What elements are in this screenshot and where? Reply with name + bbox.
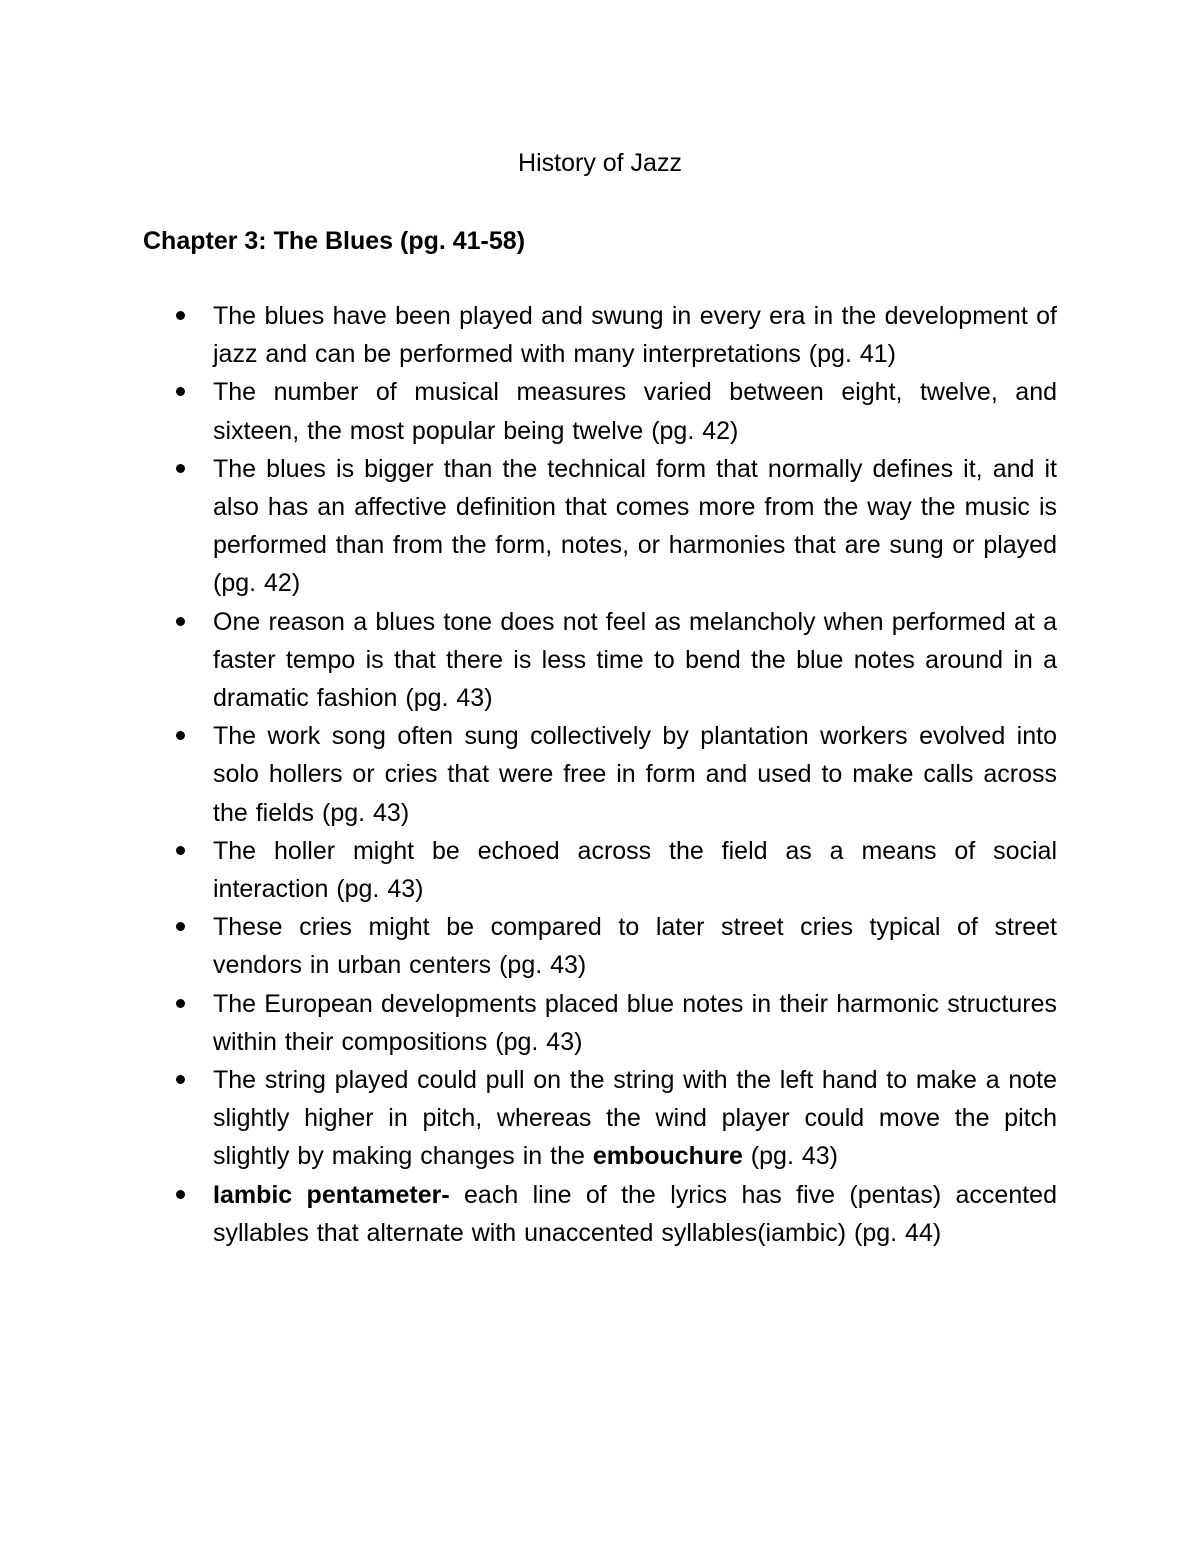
bullet-text: The blues have been played and swung in every era in the development of jazz and can be performed with many interpretations (pg. 41) [213,302,1057,369]
bullet-text: These cries might be compared to later street cries typical of street vendors in urban centers (pg. 43) [213,913,1057,980]
bullet-text: The number of musical measures varied between eight, twelve, and sixteen, the most popular being twelve (pg. 42) [213,378,1057,445]
bullet-dot-icon [176,1190,185,1199]
bullet-text: The blues is bigger than the technical form that normally defines it, and it also has an affective definition that comes more from the way the music is performed than from the form, notes, or harmonies that are sung or played (pg. 42) [213,454,1057,598]
bullet-text: The work song often sung collectively by plantation workers evolved into solo hollers or cries that were free in form and used to make calls across the fields (pg. 43) [213,722,1057,827]
bullet-item [143,373,1057,449]
bullet-text: The string played could pull on the string with the left hand to make a note slightly higher in pitch, whereas the wind player could move the pitch slightly by making changes in the [213,1066,1057,1171]
bullet-item [143,297,1057,373]
bullet-text: (pg. 43) [742,1142,838,1171]
bullet-dot-icon [176,617,185,626]
bullet-item [143,603,1057,718]
bullet-dot-icon [176,387,185,396]
term-iambic-pentameter: Iambic pentameter- [213,1180,450,1209]
bullet-item [143,717,1057,832]
bullet-text: The European developments placed blue notes in their harmonic structures within their compositions (pg. 43) [213,989,1057,1056]
bullet-text: each line of the lyrics has five (pentas) accented syllables that alternate with unaccented syllables(iambic) (pg. 44) [213,1180,1057,1247]
bullet-text: One reason a blues tone does not feel as melancholy when performed at a faster tempo is that there is less time to bend the blue notes around in a dramatic fashion (pg. 43) [213,607,1057,713]
term-embouchure: embouchure [592,1142,743,1171]
bullet-dot-icon [176,1075,185,1084]
bullet-item [143,985,1057,1061]
document-title: History of Jazz [518,149,682,177]
bullet-dot-icon [176,311,185,320]
bullet-item [143,450,1057,603]
bullet-dot-icon [176,464,185,473]
bullet-dot-icon [176,846,185,855]
bullet-dot-icon [176,922,185,931]
bullet-text: The holler might be echoed across the field as a means of social interaction (pg. 43) [213,836,1057,904]
bullet-dot-icon [176,731,185,740]
bullet-list [143,297,1057,1252]
chapter-heading: Chapter 3: The Blues (pg. 41-58) [143,227,526,255]
bullet-item [143,832,1057,908]
bullet-item [143,1176,1057,1252]
bullet-item [143,1061,1057,1176]
bullet-item [143,908,1057,984]
bullet-dot-icon [176,999,185,1008]
